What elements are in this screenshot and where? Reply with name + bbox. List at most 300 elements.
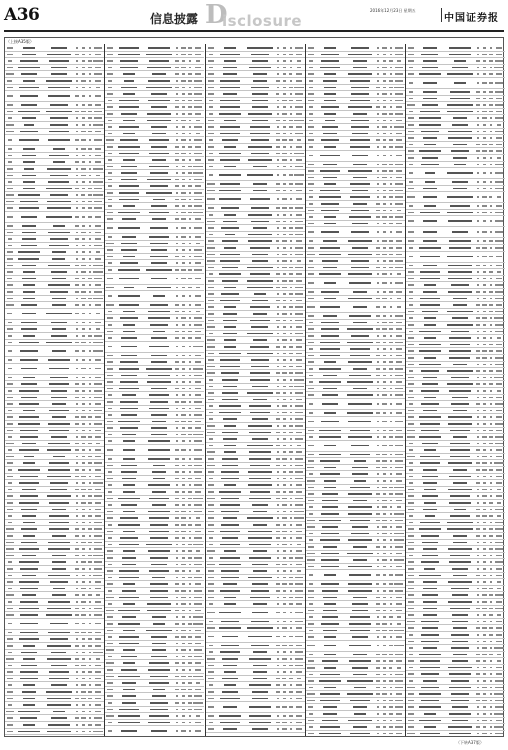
table-cell-text: [295, 658, 303, 660]
continued-note: （下转A37版）: [456, 740, 484, 745]
table-cell-text: [76, 691, 79, 693]
table-cell-text: [22, 238, 37, 240]
table-row: [406, 263, 505, 270]
table-cell-text: [452, 621, 467, 623]
table-cell-text: [448, 291, 473, 293]
table-cell-text: [194, 153, 201, 155]
table-cell-text: [277, 198, 279, 200]
table-cell-text: [476, 357, 480, 359]
table-row: [105, 322, 204, 329]
table-cell-text: [307, 526, 314, 528]
table-cell-text: [76, 271, 78, 273]
table-cell-text: [477, 495, 479, 497]
table-cell-text: [76, 704, 78, 706]
table-cell-text: [175, 524, 178, 526]
table-cell-text: [49, 671, 68, 673]
table-cell-text: [409, 555, 414, 557]
table-cell-text: [221, 498, 240, 500]
table-cell-text: [352, 636, 369, 638]
table-cell-text: [296, 190, 301, 192]
table-cell-text: [447, 311, 473, 313]
table-cell-text: [248, 214, 272, 216]
table-cell-text: [477, 713, 480, 715]
table-cell-text: [8, 449, 12, 451]
table-cell-text: [75, 658, 79, 660]
table-row: [306, 698, 405, 705]
table-cell-text: [75, 449, 78, 451]
table-cell-text: [376, 106, 379, 108]
table-cell-text: [194, 603, 202, 605]
table-cell-text: [376, 306, 379, 308]
table-cell-text: [53, 148, 66, 150]
dateline: 2016年12月23日 星期五: [370, 8, 416, 13]
table-cell-text: [108, 199, 112, 201]
table-cell-text: [149, 715, 170, 717]
table-cell-text: [276, 524, 280, 526]
table-cell-text: [482, 205, 487, 207]
table-row: [206, 351, 305, 358]
table-cell-text: [252, 728, 267, 730]
table-cell-text: [477, 568, 480, 570]
table-cell-text: [182, 375, 185, 377]
table-cell-text: [120, 517, 139, 519]
table-cell-text: [453, 410, 466, 412]
table-cell-text: [296, 537, 302, 539]
table-cell-text: [52, 509, 67, 511]
table-cell-text: [51, 271, 67, 273]
column-divider: [104, 44, 105, 736]
table-cell-text: [396, 553, 401, 555]
table-cell-text: [353, 546, 367, 548]
table-row: [5, 546, 104, 553]
table-cell-text: [495, 436, 503, 438]
table-cell-text: [482, 462, 487, 464]
table-cell-text: [175, 361, 178, 363]
table-cell-text: [89, 328, 92, 330]
table-cell-text: [308, 500, 314, 502]
table-cell-text: [208, 353, 214, 355]
table-cell-text: [150, 537, 168, 539]
table-cell-text: [82, 449, 84, 451]
table-cell-text: [95, 632, 100, 634]
table-cell-text: [276, 612, 279, 614]
table-cell-text: [208, 207, 214, 209]
table-cell-text: [483, 522, 486, 524]
table-cell-text: [390, 306, 393, 308]
table-cell-text: [108, 440, 112, 442]
table-row: [406, 678, 505, 685]
table-cell-text: [309, 674, 314, 676]
table-cell-text: [377, 223, 379, 225]
table-cell-text: [89, 258, 91, 260]
table-cell-text: [252, 260, 267, 262]
table-cell-text: [476, 515, 479, 517]
table-cell-text: [383, 553, 386, 555]
table-cell-text: [221, 471, 238, 473]
table-cell-text: [308, 335, 314, 337]
table-row: [306, 581, 405, 588]
table-cell-text: [348, 106, 371, 108]
table-cell-text: [20, 588, 38, 590]
table-row: [306, 326, 405, 333]
table-cell-text: [82, 47, 86, 49]
table-row: [306, 175, 405, 182]
table-cell-text: [189, 458, 192, 460]
table-cell-text: [76, 403, 79, 405]
table-cell-text: [277, 67, 280, 69]
table-cell-text: [151, 361, 167, 363]
table-cell-text: [283, 379, 285, 381]
table-cell-text: [396, 322, 403, 324]
table-cell-text: [223, 320, 236, 322]
table-cell-text: [409, 144, 413, 146]
table-cell-text: [189, 153, 192, 155]
table-cell-text: [107, 583, 113, 585]
table-cell-text: [93, 575, 102, 577]
table-row: [206, 71, 305, 78]
table-row: [5, 85, 104, 92]
table-cell-text: [383, 267, 386, 269]
table-cell-text: [453, 542, 468, 544]
table-cell-text: [193, 368, 202, 370]
table-cell-text: [390, 67, 393, 69]
table-cell-text: [76, 124, 79, 126]
table-cell-text: [320, 348, 341, 350]
table-cell-text: [277, 280, 279, 282]
table-cell-text: [389, 240, 393, 242]
table-cell-text: [377, 430, 379, 432]
table-cell-text: [148, 375, 169, 377]
table-cell-text: [277, 544, 280, 546]
table-cell-text: [19, 608, 39, 610]
table-cell-text: [377, 164, 379, 166]
table-cell-text: [290, 247, 293, 249]
table-cell-text: [153, 689, 166, 691]
table-cell-text: [75, 278, 79, 280]
table-cell-text: [295, 133, 304, 135]
table-cell-text: [95, 284, 101, 286]
table-cell-text: [21, 542, 36, 544]
table-cell-text: [8, 245, 13, 247]
table-cell-text: [20, 350, 38, 352]
table-column: [406, 45, 505, 735]
table-cell-text: [324, 667, 337, 669]
table-cell-text: [395, 164, 402, 166]
table-cell-text: [23, 704, 35, 706]
table-cell-text: [348, 590, 372, 592]
table-cell-text: [320, 155, 341, 157]
table-cell-text: [453, 117, 467, 119]
table-cell-text: [482, 608, 486, 610]
table-cell-text: [494, 462, 503, 464]
table-cell-text: [22, 175, 36, 177]
table-row: [206, 522, 305, 529]
table-cell-text: [483, 667, 486, 669]
table-cell-text: [282, 658, 286, 660]
table-cell-text: [182, 262, 185, 264]
table-cell-text: [495, 291, 502, 293]
table-cell-text: [489, 528, 493, 530]
table-cell-text: [208, 484, 214, 486]
table-cell-text: [189, 375, 191, 377]
table-cell-text: [421, 535, 439, 537]
table-cell-text: [7, 581, 13, 583]
table-cell-text: [75, 111, 79, 113]
table-cell-text: [148, 484, 171, 486]
table-cell-text: [424, 144, 437, 146]
table-cell-text: [223, 67, 237, 69]
table-cell-text: [383, 87, 386, 89]
table-cell-text: [453, 157, 467, 159]
table-row: [306, 711, 405, 718]
table-row: [306, 346, 405, 353]
table-cell-text: [181, 278, 185, 280]
table-cell-text: [95, 645, 102, 647]
table-cell-text: [449, 673, 471, 675]
table-cell-text: [175, 311, 178, 313]
table-cell-text: [76, 245, 78, 247]
table-cell-text: [276, 93, 279, 95]
table-row: [105, 183, 204, 190]
table-cell-text: [88, 632, 91, 634]
table-cell-text: [76, 73, 79, 75]
table-row: [5, 173, 104, 180]
table-cell-text: [175, 689, 178, 691]
table-cell-text: [19, 502, 38, 504]
table-cell-text: [407, 687, 414, 689]
table-cell-text: [194, 249, 202, 251]
table-cell-text: [383, 183, 386, 185]
table-row: [105, 274, 204, 285]
table-cell-text: [483, 476, 486, 478]
table-cell-text: [397, 273, 402, 275]
table-cell-text: [477, 489, 480, 491]
table-cell-text: [8, 632, 13, 634]
table-cell-text: [118, 421, 141, 423]
table-cell-text: [290, 379, 292, 381]
table-cell-text: [95, 161, 100, 163]
table-cell-text: [277, 379, 279, 381]
table-cell-text: [295, 498, 302, 500]
table-cell-text: [283, 399, 287, 401]
table-cell-text: [49, 522, 70, 524]
table-cell-text: [96, 328, 101, 330]
table-cell-text: [207, 198, 214, 200]
table-cell-text: [194, 537, 202, 539]
table-cell-text: [290, 412, 293, 414]
table-cell-text: [377, 700, 380, 702]
table-row: [5, 454, 104, 461]
table-cell-text: [93, 555, 102, 557]
table-cell-text: [151, 388, 166, 390]
table-cell-text: [308, 164, 315, 166]
table-cell-text: [146, 87, 171, 89]
table-cell-text: [408, 575, 415, 577]
table-cell-text: [289, 451, 292, 453]
table-row: [206, 111, 305, 118]
table-cell-text: [408, 337, 415, 339]
table-row: [406, 665, 505, 672]
table-cell-text: [423, 588, 436, 590]
page-header: [0, 0, 508, 30]
table-cell-text: [497, 337, 502, 339]
table-cell-text: [290, 300, 292, 302]
table-cell-text: [8, 60, 12, 62]
table-cell-text: [195, 278, 200, 280]
table-cell-text: [194, 192, 202, 194]
table-cell-text: [107, 449, 113, 451]
table-cell-text: [82, 555, 85, 557]
table-cell-text: [351, 210, 369, 212]
table-cell-text: [195, 295, 201, 297]
table-cell-text: [249, 557, 271, 559]
table-row: [206, 676, 305, 683]
table-row: [406, 381, 505, 388]
table-row: [5, 702, 104, 709]
table-cell-text: [283, 166, 287, 168]
table-cell-text: [108, 414, 113, 416]
table-row: [406, 155, 505, 162]
table-cell-text: [283, 590, 287, 592]
table-cell-text: [297, 260, 302, 262]
table-cell-text: [188, 544, 192, 546]
table-cell-text: [496, 634, 502, 636]
table-cell-text: [7, 278, 12, 280]
table-cell-text: [422, 476, 438, 478]
table-cell-text: [108, 67, 112, 69]
table-cell-text: [182, 185, 186, 187]
table-cell-text: [194, 414, 201, 416]
table-cell-text: [476, 660, 479, 662]
table-row: [206, 720, 305, 727]
table-cell-text: [8, 139, 12, 141]
table-cell-text: [149, 212, 169, 214]
table-cell-text: [176, 682, 178, 684]
table-cell-text: [323, 706, 336, 708]
table-row: [105, 98, 204, 105]
table-cell-text: [93, 265, 102, 267]
table-cell-text: [89, 469, 91, 471]
table-row: [105, 151, 204, 158]
table-row: [5, 192, 104, 199]
table-cell-text: [308, 394, 313, 396]
table-row: [406, 162, 505, 169]
table-cell-text: [194, 590, 202, 592]
table-cell-text: [396, 106, 401, 108]
table-cell-text: [52, 403, 66, 405]
table-cell-text: [408, 124, 415, 126]
table-cell-text: [447, 256, 472, 258]
table-cell-text: [353, 654, 367, 656]
table-cell-text: [221, 621, 239, 623]
table-cell-text: [194, 471, 201, 473]
table-cell-text: [95, 436, 101, 438]
table-cell-text: [389, 190, 392, 192]
table-row: [206, 509, 305, 516]
table-cell-text: [283, 346, 285, 348]
table-row: [5, 135, 104, 146]
table-cell-text: [290, 113, 292, 115]
table-cell-text: [194, 227, 202, 229]
table-cell-text: [383, 203, 385, 205]
table-cell-text: [352, 526, 367, 528]
table-row: [105, 548, 204, 555]
table-cell-text: [150, 597, 169, 599]
table-cell-text: [75, 161, 78, 163]
table-cell-text: [108, 269, 113, 271]
table-cell-text: [122, 478, 136, 480]
table-cell-text: [350, 733, 371, 735]
table-cell-text: [47, 476, 70, 478]
table-cell-text: [89, 509, 91, 511]
table-cell-text: [175, 106, 179, 108]
table-cell-text: [482, 304, 487, 306]
table-cell-text: [276, 445, 280, 447]
table-cell-text: [247, 267, 274, 269]
table-cell-text: [175, 205, 179, 207]
table-cell-text: [253, 166, 267, 168]
table-cell-text: [452, 397, 469, 399]
table-cell-text: [22, 155, 36, 157]
table-cell-text: [409, 247, 414, 249]
table-cell-text: [194, 179, 202, 181]
table-cell-text: [277, 728, 279, 730]
table-cell-text: [150, 172, 168, 174]
table-cell-text: [182, 295, 185, 297]
table-cell-text: [207, 425, 214, 427]
table-cell-text: [175, 185, 178, 187]
table-cell-text: [76, 155, 78, 157]
table-cell-text: [483, 284, 486, 286]
table-cell-text: [121, 337, 137, 339]
table-cell-text: [408, 502, 413, 504]
table-cell-text: [176, 93, 179, 95]
table-cell-text: [81, 698, 85, 700]
table-cell-text: [247, 174, 273, 176]
table-cell-text: [295, 465, 303, 467]
table-cell-text: [408, 324, 414, 326]
table-cell-text: [182, 458, 186, 460]
table-cell-text: [182, 662, 184, 664]
table-cell-text: [147, 67, 171, 69]
table-cell-text: [309, 67, 313, 69]
table-cell-text: [296, 706, 303, 708]
table-cell-text: [390, 454, 393, 456]
table-cell-text: [7, 698, 13, 700]
table-cell-text: [394, 126, 403, 128]
table-cell-text: [7, 54, 12, 56]
table-cell-text: [383, 342, 386, 344]
table-cell-text: [383, 60, 387, 62]
table-row: [5, 636, 104, 643]
table-cell-text: [250, 346, 269, 348]
table-row: [5, 309, 104, 320]
table-row: [306, 478, 405, 485]
table-cell-text: [20, 678, 39, 680]
table-cell-text: [7, 462, 12, 464]
table-cell-text: [376, 454, 379, 456]
table-cell-text: [483, 581, 485, 583]
table-cell-text: [483, 331, 486, 333]
table-cell-text: [450, 449, 469, 451]
table-cell-text: [76, 368, 79, 370]
table-cell-text: [75, 313, 78, 315]
table-cell-text: [276, 80, 279, 82]
table-cell-text: [390, 513, 393, 515]
table-row: [105, 124, 204, 131]
table-cell-text: [150, 227, 169, 229]
table-cell-text: [248, 159, 272, 161]
